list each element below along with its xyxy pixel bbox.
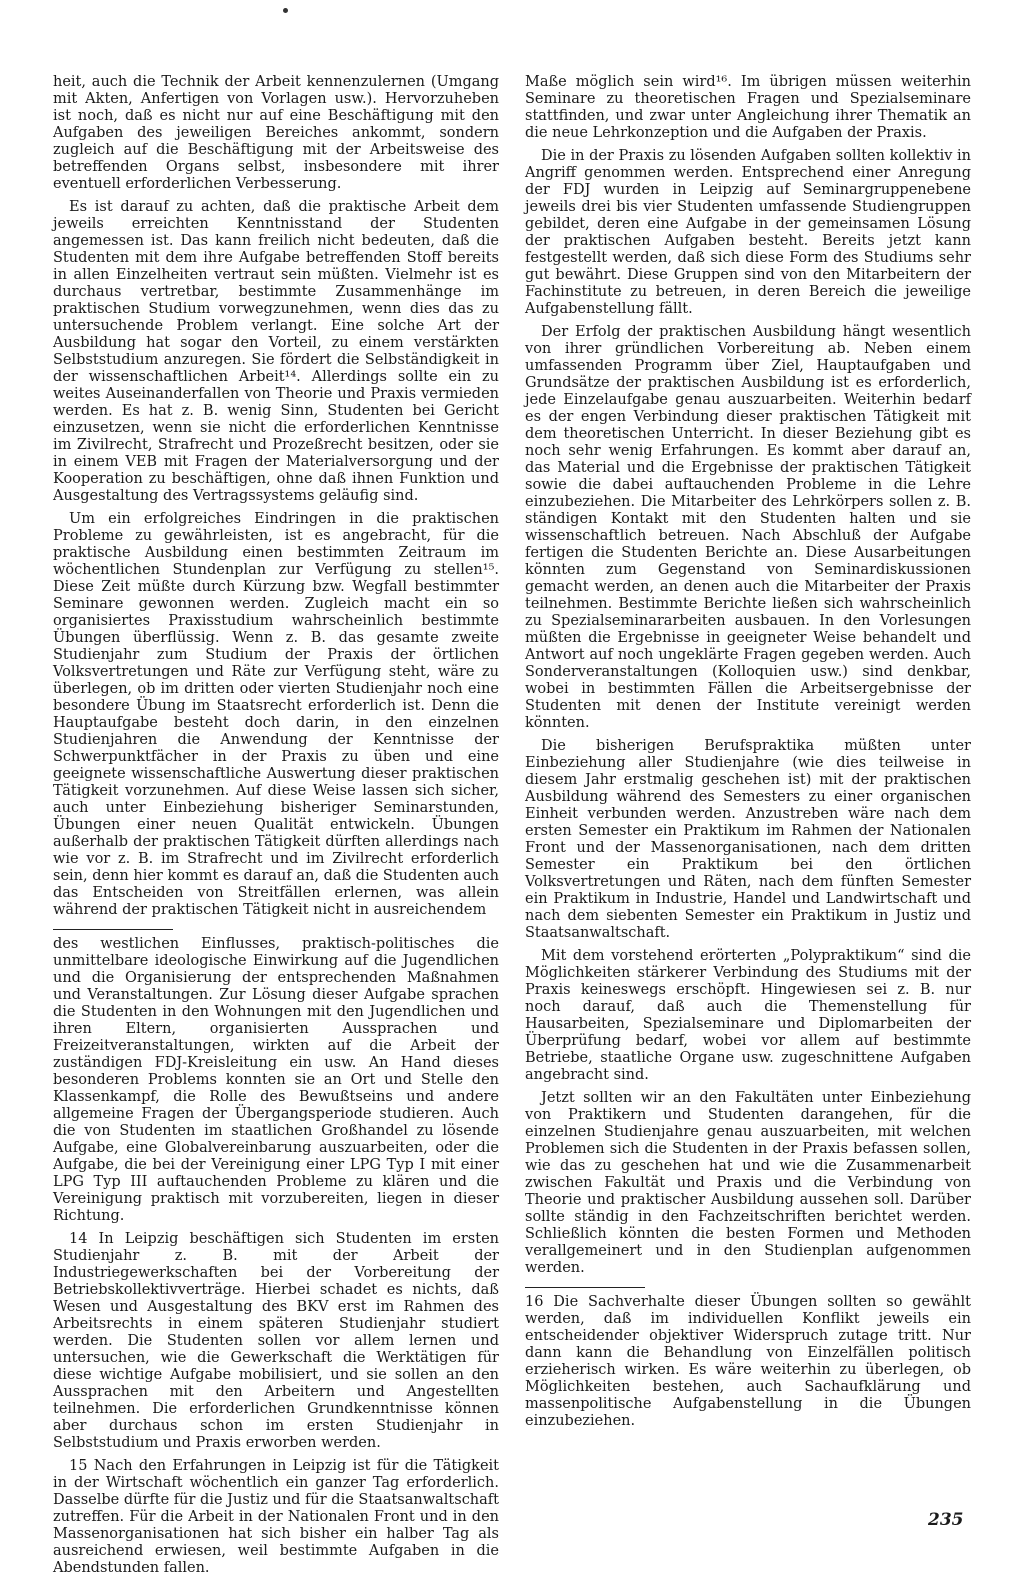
footnote: 14 In Leipzig beschäftigen sich Studenten im ersten Studienjahr z. B. mit der Arbeit der Industriegewerkschaften bei der Vorbereitung der Betriebskollektivverträge. Hierbei schadet es nichts, daß Wesen und Ausgestaltung des BKV erst im Rahmen des Arbeitsrechts in einem späteren Studienjahr studiert werden. Die Studenten sollen vor allem lernen und untersuchen, wie die Gewerkschaft die Werktätigen für diese wichtige Aufgabe mobilisiert, und sie sollen an den Aussprachen mit den Arbeitern und Angestellten teilnehmen. Die erforderlichen Grundkenntnisse können aber durchaus schon im ersten Studienjahr in Selbststudium und Praxis erworben werden. (53, 1231, 499, 1451)
footnote: des westlichen Einflusses, praktisch-politisches die unmittelbare ideologische Einwirkung auf die Jugendlichen und die Organisierung der entsprechenden Maßnahmen und Veranstaltungen. Zur Lösung dieser Aufgabe sprachen die Studenten in den Wohnungen mit den Jugendlichen und ihren Eltern, organisierten Aussprachen und Freizeitveranstaltungen, wirkten auf die Arbeit der zuständigen FDJ-Kreisleitung ein usw. An Hand dieses besonderen Problems konnten sie an Ort und Stelle den Klassenkampf, die Rolle des Bewußtseins und andere allgemeine Fragen der Übergangsperiode studieren. Auch die von Studenten im staatlichen Großhandel zu lösende Aufgabe, eine Globalvereinbarung auszuarbeiten, oder die Aufgabe, die bei der Vereinigung einer LPG Typ I mit einer LPG Typ III auftauchenden Probleme zu klären und die Vereinigung praktisch mit vorzubereiten, liegen in dieser Richtung. (53, 936, 499, 1224)
body-paragraph: heit, auch die Technik der Arbeit kennenzulernen (Umgang mit Akten, Anfertigen von Vorlagen usw.). Hervorzuheben ist noch, daß es nicht nur auf eine Beschäftigung mit den Aufgaben des jeweiligen Bereiches ankommt, sondern zugleich auf die Beschäftigung mit der Arbeitsweise des betreffenden Organs selbst, insbesondere mit ihrer eventuell erforderlichen Verbesserung. (53, 74, 499, 192)
body-paragraph: Die bisherigen Berufspraktika müßten unter Einbeziehung aller Studienjahre (wie dies teilweise in diesem Jahr erstmalig geschehen ist) mit der praktischen Ausbildung während des Semesters zu einer organischen Einheit verbunden werden. Anzustreben wäre nach dem ersten Semester ein Praktikum im Rahmen der Nationalen Front und der Massenorganisationen, nach dem dritten Semester ein Praktikum bei den örtlichen Volksvertretungen und Räten, nach dem fünften Semester ein Praktikum in Industrie, Handel und Landwirtschaft und nach dem siebenten Semester ein Praktikum in Justiz und Staatsanwaltschaft. (525, 738, 971, 941)
footnote: 16 Die Sachverhalte dieser Übungen sollten so gewählt werden, daß im individuellen Konflikt jeweils ein entscheidender objektiver Widerspruch zutage tritt. Nur dann kann die Behandlung von Einzelfällen politisch erzieherisch wirken. Es wäre weiterhin zu überlegen, ob Möglichkeiten bestehen, auch Sachaufklärung und massenpolitische Aufgabenstellung in die Übungen einzubeziehen. (525, 1294, 971, 1429)
footnote-divider (525, 1287, 645, 1288)
page-mark (283, 8, 288, 13)
body-paragraph: Der Erfolg der praktischen Ausbildung hängt wesentlich von ihrer gründlichen Vorbereitung ab. Neben einem umfassenden Programm über Ziel, Hauptaufgaben und Grundsätze der praktischen Ausbildung ist es erforderlich, jede Einzelaufgabe genau auszuarbeiten. Weiterhin bedarf es der engen Verbindung dieser praktischen Tätigkeit mit dem theoretischen Unterricht. In dieser Beziehung gibt es noch sehr wenig Erfahrungen. Es kommt aber darauf an, das Material und die Ergebnisse der praktischen Tätigkeit sowie die dabei auftauchenden Probleme in die Lehre einzubeziehen. Die Mitarbeiter des Lehrkörpers sollen z. B. ständigen Kontakt mit den Studenten halten und sie wissenschaftlich betreuen. Nach Abschluß der Aufgabe fertigen die Studenten Berichte an. Diese Ausarbeitungen könnten zum Gegenstand von Seminardiskussionen gemacht werden, an denen auch die Mitarbeiter der Praxis teilnehmen. Bestimmte Berichte ließen sich wahrscheinlich zu Spezialseminararbeiten ausbauen. In den Vorlesungen müßten die Ergebnisse in geeigneter Weise behandelt und Antwort auf noch ungeklärte Fragen gegeben werden. Auch Sonderveranstaltungen (Kolloquien usw.) sind denkbar, wobei in bestimmten Fällen die Arbeitsergebnisse der Studenten mit denen der Institute vereinigt werden könnten. (525, 324, 971, 731)
body-paragraph: Um ein erfolgreiches Eindringen in die praktischen Probleme zu gewährleisten, ist es angebracht, für die praktische Ausbildung einen bestimmten Zeitraum im wöchentlichen Stundenplan zur Verfügung zu stellen¹⁵. Diese Zeit müßte durch Kürzung bzw. Wegfall bestimmter Seminare gewonnen werden. Zugleich macht ein so organisiertes Praxisstudium wahrscheinlich bestimmte Übungen überflüssig. Wenn z. B. das gesamte zweite Studienjahr zum Studium der Praxis der örtlichen Volksvertretungen und Räte zur Verfügung steht, wäre zu überlegen, ob im dritten oder vierten Studienjahr noch eine besondere Übung im Staatsrecht erforderlich ist. Denn die Hauptaufgabe besteht doch darin, in den einzelnen Studienjahren die Anwendung der Kenntnisse der Schwerpunktfächer in der Praxis zu üben und eine geeignete wissenschaftliche Auswertung dieser praktischen Tätigkeit vorzunehmen. Auf diese Weise lassen sich sicher, auch unter Einbeziehung bisheriger Seminarstunden, Übungen einer neuen Qualität entwickeln. Übungen außerhalb der praktischen Tätigkeit dürften allerdings nach wie vor z. B. im Strafrecht und im Zivilrecht erforderlich sein, denn hier kommt es darauf an, daß die Studenten auch das Entscheiden von Streitfällen erlernen, was allein während der praktischen Tätigkeit nicht in ausreichendem (53, 511, 499, 918)
body-paragraph: Mit dem vorstehend erörterten „Polypraktikum“ sind die Möglichkeiten stärkerer Verbindung des Studiums mit der Praxis keineswegs erschöpft. Hingewiesen sei z. B. nur noch darauf, daß auch die Themenstellung für Hausarbeiten, Spezialseminare und Diplomarbeiten der Überprüfung bedarf, wobei vor allem auf bestimmte Betriebe, staatliche Organe usw. zugeschnittene Aufgaben angebracht sind. (525, 948, 971, 1083)
right-column (525, 74, 971, 1436)
footnote-divider (53, 929, 173, 930)
body-paragraph: Es ist darauf zu achten, daß die praktische Arbeit dem jeweils erreichten Kenntnisstand der Studenten angemessen ist. Das kann freilich nicht bedeuten, daß die Studenten mit dem ihre Aufgabe betreffenden Stoff bereits in allen Einzelheiten vertraut sein müßten. Vielmehr ist es durchaus vertretbar, bestimmte Zusammenhänge im praktischen Studium vorwegzunehmen, wenn dies das zu untersuchende Problem verlangt. Eine solche Art der Ausbildung hat sogar den Vorteil, zu einem verstärkten Selbststudium anzuregen. Sie fördert die Selbständigkeit in der wissenschaftlichen Arbeit¹⁴. Allerdings sollte ein zu weites Auseinanderfallen von Theorie und Praxis vermieden werden. Es hat z. B. wenig Sinn, Studenten bei Gericht einzusetzen, wenn sie nicht die erforderlichen Kenntnisse im Zivilrecht, Strafrecht und Prozeßrecht besitzen, oder sie in einem VEB mit Fragen der Materialversorgung und der Kooperation zu beschäftigen, ohne daß ihnen Funktion und Ausgestaltung des Vertragssystems geläufig sind. (53, 199, 499, 504)
body-paragraph: Die in der Praxis zu lösenden Aufgaben sollten kollektiv in Angriff genommen werden. Entsprechend einer Anregung der FDJ wurden in Leipzig auf Seminargruppenebene jeweils drei bis vier Studenten umfassende Studiengruppen gebildet, deren eine Aufgabe in der gemeinsamen Lösung der praktischen Aufgaben besteht. Bereits jetzt kann festgestellt werden, daß sich diese Form des Studiums sehr gut bewährt. Diese Gruppen sind von den Mitarbeitern der Fachinstitute zu betreuen, in deren Bereich die jeweilige Aufgabenstellung fällt. (525, 148, 971, 317)
footnote: 15 Nach den Erfahrungen in Leipzig ist für die Tätigkeit in der Wirtschaft wöchentlich ein ganzer Tag erforderlich. Dasselbe dürfte für die Justiz und für die Staatsanwaltschaft zutreffen. Für die Arbeit in der Nationalen Front und in den Massenorganisationen hat sich bisher ein halber Tag als ausreichend erwiesen, weil bestimmte Aufgaben in die Abendstunden fallen. (53, 1458, 499, 1576)
page-number: 235 (928, 1510, 964, 1530)
body-paragraph: Maße möglich sein wird¹⁶. Im übrigen müssen weiterhin Seminare zu theoretischen Fragen und Spezialseminare stattfinden, und zwar unter Angleichung ihrer Thematik an die neue Lehrkonzeption und die Aufgaben der Praxis. (525, 74, 971, 141)
left-column (53, 74, 499, 1583)
body-paragraph: Jetzt sollten wir an den Fakultäten unter Einbeziehung von Praktikern und Studenten darangehen, für die einzelnen Studienjahre genau auszuarbeiten, mit welchen Problemen sich die Studenten in der Praxis befassen sollen, wie das zu geschehen hat und wie die Zusammenarbeit zwischen Fakultät und Praxis und die Verbindung von Theorie und praktischer Ausbildung aussehen soll. Darüber sollte ständig in den Fachzeitschriften berichtet werden. Schließlich könnten die besten Formen und Methoden verallgemeinert und in den Studienplan aufgenommen werden. (525, 1090, 971, 1276)
